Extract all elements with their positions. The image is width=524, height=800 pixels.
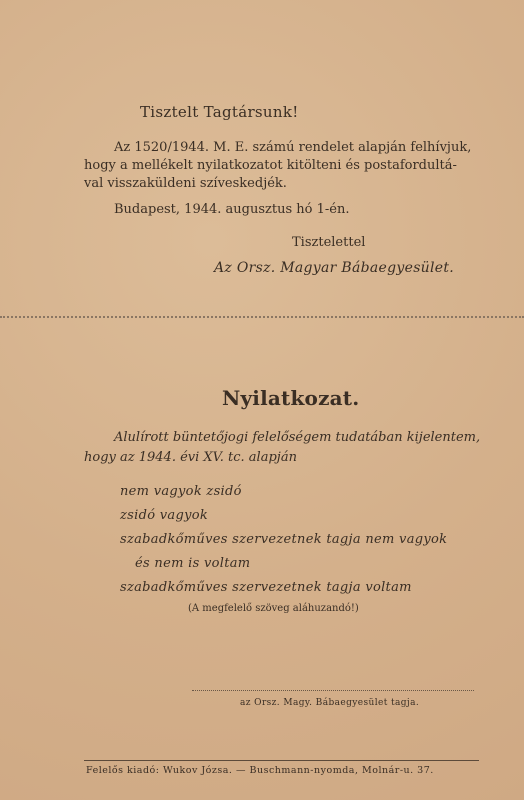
letter-line: hogy a mellékelt nyilatkozatot kitölteni és postafordultá-	[84, 158, 457, 173]
underline-instruction: (A megfelelő szöveg aláhuzandó!)	[188, 603, 359, 614]
perforation-divider	[0, 316, 524, 318]
footer-rule	[84, 760, 479, 761]
letter-body	[84, 139, 484, 193]
declaration-option: és nem is voltam	[135, 556, 251, 571]
salutation: Tisztelt Tagtársunk!	[140, 103, 299, 121]
letter-line: val visszaküldeni szíveskedjék.	[84, 176, 287, 191]
declaration-option: szabadkőműves szervezetnek tagja voltam	[120, 580, 412, 595]
closing: Tisztelettel	[292, 235, 366, 250]
association-signature: Az Orsz. Magyar Bábaegyesület.	[214, 260, 455, 276]
declaration-intro	[84, 428, 484, 468]
declaration-option: szabadkőműves szervezetnek tagja nem vagyok	[120, 532, 448, 547]
publisher-footer: Felelős kiadó: Wukov Józsa. — Buschmann-nyomda, Molnár-u. 37.	[86, 765, 434, 776]
intro-line: Alulírott büntetőjogi felelőségem tudatában kijelentem,	[114, 430, 481, 445]
signature-caption: az Orsz. Magy. Bábaegyesület tagja.	[240, 698, 420, 708]
declaration-option: nem vagyok zsidó	[120, 484, 242, 499]
declaration-option: zsidó vagyok	[120, 508, 209, 523]
letter-line: Az 1520/1944. M. E. számú rendelet alapján felhívjuk,	[114, 140, 472, 155]
letter-date: Budapest, 1944. augusztus hó 1-én.	[114, 202, 350, 217]
signature-line	[192, 690, 474, 691]
declaration-title: Nyilatkozat.	[222, 386, 360, 410]
intro-line: hogy az 1944. évi XV. tc. alapján	[84, 450, 297, 465]
